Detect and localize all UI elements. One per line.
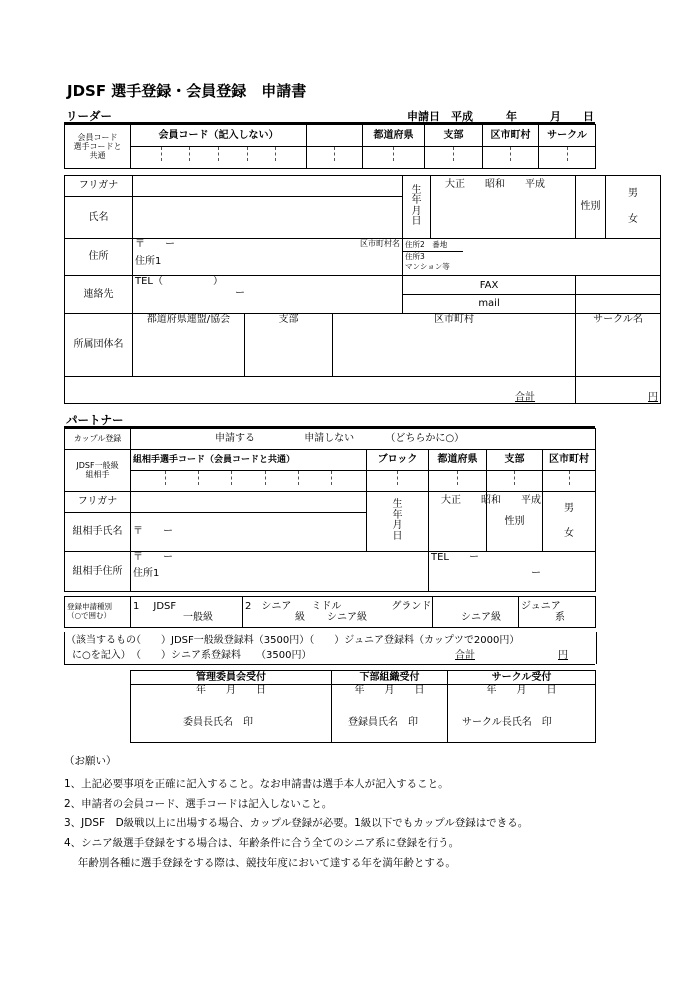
jdsf-partner-label: JDSF一般級 組相手 bbox=[65, 449, 131, 491]
partner-city-input[interactable] bbox=[543, 470, 596, 491]
fee-line-1[interactable]: （ ）JDSF一般級登録料（3500円）（ ）ジュニア登録料（カップツで2000円） bbox=[131, 635, 520, 646]
committee-reception-header: 管理委員会受付 bbox=[131, 671, 332, 685]
note-item: 年齢別各種に選手登録をする際は、競技年度において達する年を満年齢とする。 bbox=[64, 857, 456, 869]
partner-table bbox=[64, 428, 596, 592]
leader-total-label: 合計 bbox=[65, 376, 576, 403]
org-circle-header: サークル名 bbox=[576, 314, 661, 377]
partner-code-input[interactable] bbox=[131, 470, 367, 491]
partner-tel-input[interactable]: TEL ー ー bbox=[429, 552, 596, 592]
circle-reception-cell[interactable]: 年 月 日 サークル長氏名 印 bbox=[448, 685, 596, 743]
address-input[interactable]: 〒 ー 区市町村名 住所1 bbox=[133, 238, 403, 276]
name-label: 氏名 bbox=[65, 196, 133, 238]
fee-block bbox=[64, 632, 597, 664]
partner-sex-options[interactable]: 男 女 bbox=[543, 491, 596, 552]
sex-options[interactable]: 男 女 bbox=[606, 176, 661, 239]
partner-address-input[interactable]: 〒 ー 住所1 bbox=[131, 552, 429, 592]
partner-name-label: 組相手氏名 bbox=[65, 512, 131, 552]
fee-line-2[interactable]: （ ）シニア系登録料 （3500円） bbox=[131, 650, 312, 661]
partner-sex-label: 性別 bbox=[487, 491, 543, 552]
registration-type-table bbox=[64, 596, 596, 628]
sex-label: 性別 bbox=[576, 176, 606, 239]
member-code-header: 会員コード（記入しない） bbox=[131, 125, 307, 147]
note-item: 1、上記必要事項を正確に記入すること。なお申請書は選手本人が記入すること。 bbox=[64, 778, 449, 790]
partner-prefecture-input[interactable] bbox=[429, 470, 487, 491]
option-jdsf-general[interactable]: 1 JDSF 一般級 bbox=[131, 597, 243, 628]
sub-org-reception-cell[interactable]: 年 月 日 登録員氏名 印 bbox=[332, 685, 448, 743]
option-senior-2[interactable]: シニア級 bbox=[433, 597, 519, 628]
org-city-header: 区市町村 bbox=[333, 314, 576, 377]
circle-header: サークル bbox=[539, 125, 596, 147]
fax-label: FAX bbox=[403, 276, 576, 295]
note-item: 2、申請者の会員コード、選手コードは記入しないこと。 bbox=[64, 798, 333, 810]
partner-circle-header: 区市町村 bbox=[543, 449, 596, 470]
org-pref-header: 都道府県連盟/協会 bbox=[133, 314, 245, 377]
fee-label: （該当するもの に○を記入） bbox=[66, 635, 136, 661]
birth-label: 生 年 月 日 bbox=[403, 176, 431, 239]
org-branch-header: 支部 bbox=[245, 314, 333, 377]
org-name-label: 所属団体名 bbox=[65, 314, 133, 377]
city-header: 区市町村 bbox=[483, 125, 539, 147]
partner-furigana-input[interactable] bbox=[131, 491, 367, 512]
address23-input[interactable]: 住所2 番地 住所3 マンション等 bbox=[403, 238, 661, 276]
tel-input[interactable]: TEL（ ） ー bbox=[133, 276, 403, 314]
partner-name-input[interactable]: 〒 ー bbox=[131, 512, 367, 552]
address-label: 住所 bbox=[65, 238, 133, 276]
leader-total-yen[interactable]: 円 bbox=[576, 376, 661, 403]
prefecture-input[interactable] bbox=[363, 147, 425, 169]
prefecture-header: 都道府県 bbox=[363, 125, 425, 147]
couple-registration-label: カップル登録 bbox=[65, 429, 131, 450]
block-header: ブロック bbox=[367, 449, 429, 470]
city-input[interactable] bbox=[483, 147, 539, 169]
mail-label: mail bbox=[403, 295, 576, 314]
note-item: 3、JDSF D級戦以上に出場する場合、カップル登録が必要。1級以下でもカップル登録はできる。 bbox=[64, 817, 529, 829]
partner-birth-era-options[interactable]: 大正 昭和 平成 bbox=[429, 491, 487, 552]
notes-heading: （お願い） bbox=[64, 755, 117, 767]
registration-type-label: 登録申請種別 （○で囲む） bbox=[65, 597, 131, 628]
member-code-label: 会員コード 選手コードと 共通 bbox=[65, 125, 131, 169]
note-item: 4、シニア級選手登録をする場合は、年齢条件に合う全てのシニア系に登録を行う。 bbox=[64, 837, 460, 849]
name-input[interactable] bbox=[133, 196, 403, 238]
option-senior[interactable]: 2 シニア ミドル グランド 級 シニア級 bbox=[243, 597, 433, 628]
option-junior[interactable]: ジュニア 系 bbox=[519, 597, 596, 628]
fee-total-label: 合計 bbox=[455, 650, 475, 661]
application-date: 申請日 平成 年 月 日 bbox=[407, 110, 594, 123]
member-code-input-2[interactable] bbox=[307, 147, 363, 169]
couple-registration-options[interactable]: 申請する 申請しない （どちらかに○） bbox=[131, 429, 596, 450]
leader-section-label: リーダー bbox=[66, 109, 112, 123]
block-input[interactable] bbox=[367, 470, 429, 491]
partner-section-label: パートナー bbox=[66, 413, 124, 427]
committee-reception-cell[interactable]: 年 月 日 委員長氏名 印 bbox=[131, 685, 332, 743]
partner-code-header: 組相手選手コード（会員コードと共通） bbox=[131, 449, 367, 470]
form-title: JDSF 選手登録・会員登録 申請書 bbox=[67, 82, 307, 100]
branch-input[interactable] bbox=[425, 147, 483, 169]
reception-table bbox=[130, 670, 596, 743]
partner-branch-header: 支部 bbox=[487, 449, 543, 470]
leader-code-table bbox=[64, 124, 596, 169]
partner-prefecture-header: 都道府県 bbox=[429, 449, 487, 470]
furigana-label: フリガナ bbox=[65, 176, 133, 197]
partner-furigana-label: フリガナ bbox=[65, 491, 131, 512]
furigana-input[interactable] bbox=[133, 176, 403, 197]
birth-era-options[interactable]: 大正 昭和 平成 bbox=[431, 176, 576, 239]
fee-bottom-line bbox=[64, 664, 595, 665]
partner-branch-input[interactable] bbox=[487, 470, 543, 491]
member-code-input[interactable] bbox=[131, 147, 307, 169]
partner-address-label: 組相手住所 bbox=[65, 552, 131, 592]
contact-label: 連絡先 bbox=[65, 276, 133, 314]
circle-input[interactable] bbox=[539, 147, 596, 169]
branch-header: 支部 bbox=[425, 125, 483, 147]
circle-reception-header: サークル受付 bbox=[448, 671, 596, 685]
sub-org-reception-header: 下部組織受付 bbox=[332, 671, 448, 685]
partner-birth-label: 生 年 月 日 bbox=[367, 491, 429, 552]
leader-info-table bbox=[64, 175, 661, 404]
fax-input[interactable] bbox=[576, 276, 661, 295]
mail-input[interactable] bbox=[576, 295, 661, 314]
fee-total-yen[interactable]: 円 bbox=[558, 650, 568, 661]
